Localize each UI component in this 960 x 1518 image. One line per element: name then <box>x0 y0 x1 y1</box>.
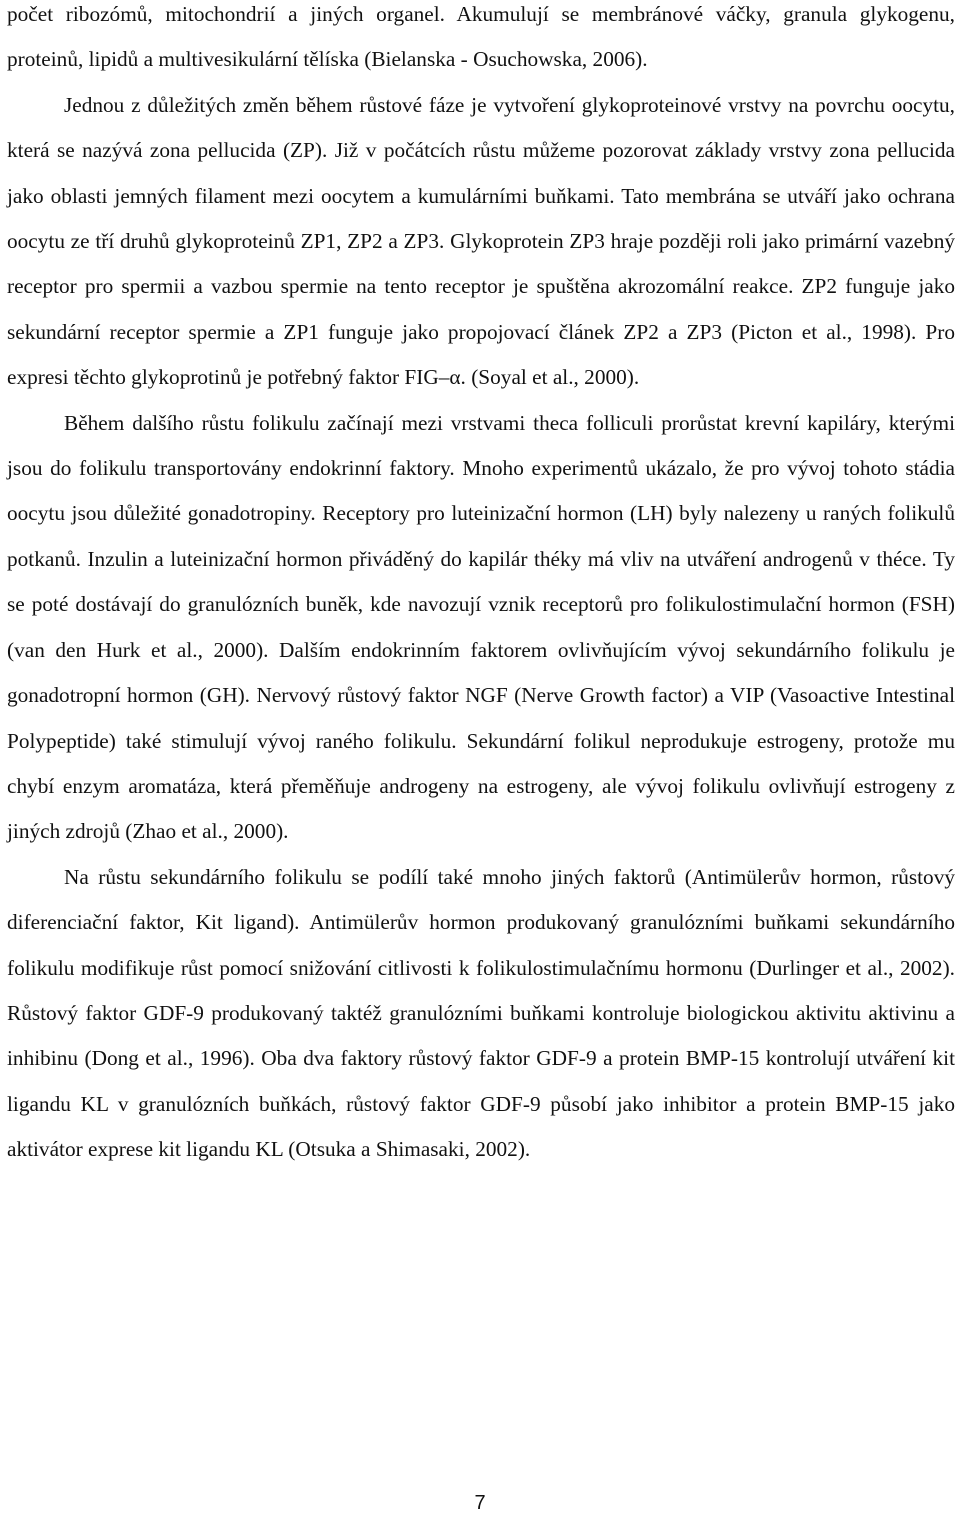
paragraph-growth-factors: Na růstu sekundárního folikulu se podílí také mnoho jiných faktorů (Antimülerův hormon, růstový diferenciační faktor, Kit ligand). Antimülerův hormon produkovaný granulózními buňkami sekundárního folikulu modifikuje růst pomocí snižování citlivosti k folikulostimulačnímu hormonu (Durlinger et al., 2002). Růstový faktor GDF-9 produkovaný taktéž granulózními buňkami kontroluje biologickou aktivitu aktivinu a inhibinu (Dong et al., 1996). Oba dva faktory růstový faktor GDF-9 a protein BMP-15 kontrolují utváření kit ligandu KL v granulózních buňkách, růstový faktor GDF-9 působí jako inhibitor a protein BMP-15 jako aktivátor exprese kit ligandu KL (Otsuka a Shimasaki, 2002). <box>7 864 955 1162</box>
paragraph-continuation: počet ribozómů, mitochondrií a jiných organel. Akumulují se membránové váčky, granula glykogenu, proteinů, lipidů a multivesikulární tělíska (Bielanska - Osuchowska, 2006). <box>7 2 955 72</box>
page-number: 7 <box>474 1492 486 1514</box>
paragraph-follicle-growth: Během dalšího růstu folikulu začínají mezi vrstvami theca folliculi prorůstat krevní kapiláry, kterými jsou do folikulu transportovány endokrinní faktory. Mnoho experimentů ukázalo, že pro vývoj tohoto stádia oocytu jsou důležité gonadotropiny. Receptory pro luteinizační hormon (LH) byly nalezeny u raných folikulů potkanů. Inzulin a luteinizační hormon přiváděný do kapilár théky má vliv na utváření androgenů v théce. Ty se poté dostávají do granulózních buněk, kde navozují vznik receptorů pro folikulostimulační hormon (FSH) (van den Hurk et al., 2000). Dalším endokrinním faktorem ovlivňujícím vývoj sekundárního folikulu je gonadotropní hormon (GH). Nervový růstový faktor NGF (Nerve Growth factor) a VIP (Vasoactive Intestinal Polypeptide) také stimulují vývoj raného folikulu. Sekundární folikul neprodukuje estrogeny, protože mu chybí enzym aromatáza, která přeměňuje androgeny na estrogeny, ale vývoj folikulu ovlivňují estrogeny z jiných zdrojů (Zhao et al., 2000). <box>7 410 955 844</box>
body-text <box>7 0 955 1173</box>
paragraph-zona-pellucida: Jednou z důležitých změn během růstové fáze je vytvoření glykoproteinové vrstvy na povrchu oocytu, která se nazývá zona pellucida (ZP). Již v počátcích růstu můžeme pozorovat základy vrstvy zona pellucida jako oblasti jemných filament mezi oocytem a kumulárními buňkami. Tato membrána se utváří jako ochrana oocytu ze tří druhů glykoproteinů ZP1, ZP2 a ZP3. Glykoprotein ZP3 hraje později roli jako primární vazebný receptor pro spermii a vazbou spermie na tento receptor je spuštěna akrozomální reakce. ZP2 funguje jako sekundární receptor spermie a ZP1 funguje jako propojovací článek ZP2 a ZP3 (Picton et al., 1998). Pro expresi těchto glykoprotinů je potřebný faktor FIG–α. (Soyal et al., 2000). <box>7 92 955 390</box>
